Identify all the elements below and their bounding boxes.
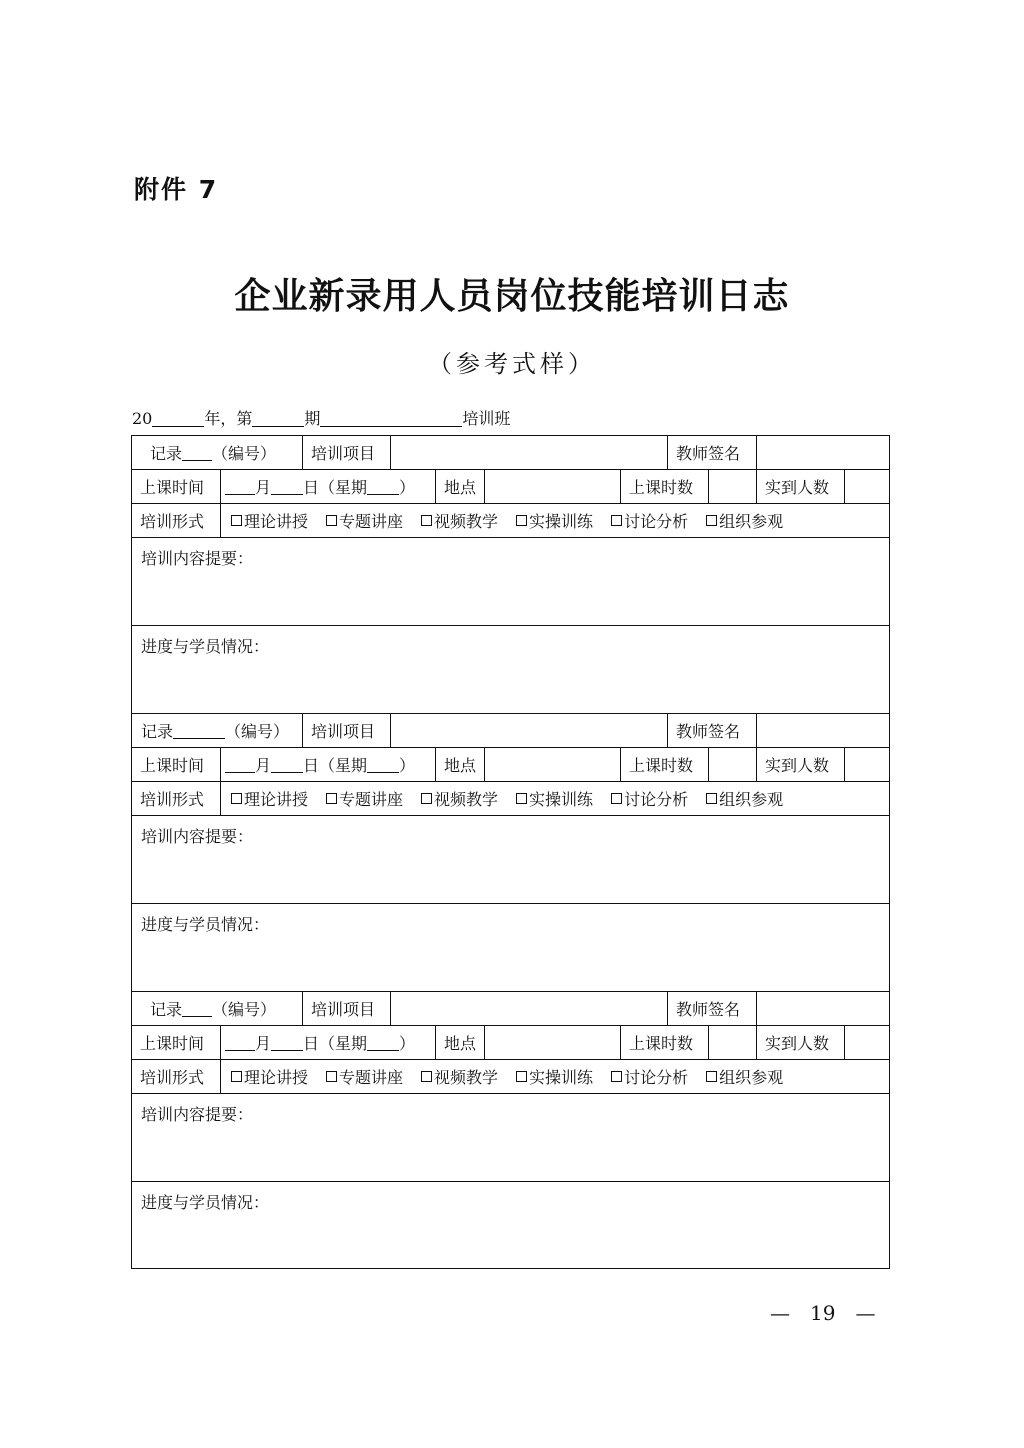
class-time-row-2 [132,748,889,782]
day-label: 日（星期 [303,478,368,497]
format-option-label: 理论讲授 [244,1068,309,1087]
day-label: 日（星期 [303,756,368,775]
format-option-label: 实操训练 [529,1068,594,1087]
format-option[interactable] [516,787,593,810]
attendance-label: 实到人数 [765,756,830,775]
content-summary-label: 培训内容提要： [141,827,254,846]
class-label: 培训班 [462,409,511,428]
format-option[interactable] [706,509,783,532]
fill-blank[interactable] [182,444,212,461]
training-format-label: 培训形式 [140,1068,205,1087]
format-option-label: 讨论分析 [624,1068,689,1087]
progress-area-1[interactable] [132,626,889,714]
checkbox-icon[interactable] [326,515,337,526]
content-summary-label: 培训内容提要： [141,549,254,568]
progress-area-3[interactable] [132,1182,889,1270]
number-label: （编号） [225,722,290,741]
format-option-label: 专题讲座 [339,790,404,809]
training-format-label: 培训形式 [140,790,205,809]
month-label: 月 [255,756,272,775]
location-field[interactable] [484,470,620,503]
fill-blank[interactable] [182,1000,212,1017]
format-option-label: 讨论分析 [624,512,689,531]
project-field[interactable] [390,992,667,1025]
progress-label: 进度与学员情况： [141,637,270,656]
training-format-row-1 [132,504,889,538]
training-format-row-3 [132,1060,889,1094]
class-time-label: 上课时间 [140,756,205,775]
project-field[interactable] [390,714,667,747]
month-label: 月 [255,478,272,497]
format-option[interactable] [326,787,403,810]
content-summary-area-2[interactable] [132,816,889,904]
training-format-label: 培训形式 [140,512,205,531]
teacher-signature-field[interactable] [756,436,889,469]
document-subtitle: （参考式样） [428,350,596,378]
teacher-signature-field[interactable] [756,992,889,1025]
training-format-row-2 [132,782,889,816]
location-field[interactable] [484,1026,620,1059]
fill-blank[interactable] [367,478,399,495]
format-option[interactable] [421,787,498,810]
progress-label: 进度与学员情况： [141,1193,270,1212]
period-label: 期 [304,409,321,428]
format-option-label: 视频教学 [434,512,499,531]
location-label: 地点 [444,1034,477,1053]
format-option-label: 组织参观 [719,512,784,531]
class-line [132,406,510,429]
teacher-signature-label: 教师签名 [676,444,741,463]
format-option[interactable] [611,1065,688,1088]
fill-blank[interactable] [271,478,303,495]
teacher-signature-label: 教师签名 [676,722,741,741]
content-summary-label: 培训内容提要： [141,1105,254,1124]
checkbox-icon[interactable] [611,1071,622,1082]
checkbox-icon[interactable] [326,793,337,804]
format-option[interactable] [231,1065,308,1088]
teacher-signature-field[interactable] [756,714,889,747]
attachment-label: 附件 7 [134,175,219,204]
fill-blank[interactable] [271,1034,303,1051]
checkbox-icon[interactable] [706,793,717,804]
number-label: （编号） [212,444,277,463]
close-paren: ） [399,756,416,775]
project-field[interactable] [390,436,667,469]
checkbox-icon[interactable] [421,793,432,804]
format-option-label: 组织参观 [719,1068,784,1087]
class-time-row-3 [132,1026,889,1060]
location-field[interactable] [484,748,620,781]
format-option-label: 视频教学 [434,790,499,809]
teacher-signature-label: 教师签名 [676,1000,741,1019]
class-time-label: 上课时间 [140,478,205,497]
format-option-label: 组织参观 [719,790,784,809]
format-option[interactable] [611,787,688,810]
format-option-label: 实操训练 [529,790,594,809]
content-summary-area-1[interactable] [132,538,889,626]
class-hours-field[interactable] [708,470,756,503]
checkbox-icon[interactable] [421,1071,432,1082]
format-option[interactable] [516,1065,593,1088]
class-hours-field[interactable] [708,748,756,781]
fill-blank[interactable] [367,1034,399,1051]
checkbox-icon[interactable] [231,1071,242,1082]
record-label: 记录 [150,444,183,463]
format-option[interactable] [421,509,498,532]
project-label: 培训项目 [311,444,376,463]
fill-blank[interactable] [225,478,255,495]
project-label: 培训项目 [311,1000,376,1019]
training-log-form [131,435,890,1269]
record-header-row-2 [132,714,889,748]
year-prefix: 20 [132,409,153,428]
fill-blank[interactable] [225,1034,255,1051]
checkbox-icon[interactable] [516,793,527,804]
day-label: 日（星期 [303,1034,368,1053]
number-label: （编号） [212,1000,277,1019]
format-option-label: 专题讲座 [339,512,404,531]
close-paren: ） [399,478,416,497]
class-time-label: 上课时间 [140,1034,205,1053]
class-hours-label: 上课时数 [629,756,694,775]
period-blank[interactable] [252,410,304,427]
format-option-label: 视频教学 [434,1068,499,1087]
fill-blank[interactable] [367,756,399,773]
format-option-label: 实操训练 [529,512,594,531]
document-title: 企业新录用人员岗位技能培训日志 [234,275,790,317]
format-option[interactable] [231,787,308,810]
format-option[interactable] [231,509,308,532]
year-label: 年，第 [204,409,253,428]
format-option-label: 理论讲授 [244,790,309,809]
project-label: 培训项目 [311,722,376,741]
progress-area-2[interactable] [132,904,889,992]
fill-blank[interactable] [271,756,303,773]
class-time-row-1 [132,470,889,504]
format-option[interactable] [326,1065,403,1088]
format-option-label: 讨论分析 [624,790,689,809]
record-header-row-1 [132,436,889,470]
record-label: 记录 [150,1000,183,1019]
attendance-label: 实到人数 [765,1034,830,1053]
record-header-row-3 [132,992,889,1026]
format-option[interactable] [421,1065,498,1088]
content-summary-area-3[interactable] [132,1094,889,1182]
fill-blank[interactable] [225,756,255,773]
class-hours-field[interactable] [708,1026,756,1059]
location-label: 地点 [444,756,477,775]
format-option[interactable] [706,1065,783,1088]
checkbox-icon[interactable] [231,515,242,526]
format-option[interactable] [516,509,593,532]
class-hours-label: 上课时数 [629,478,694,497]
format-option[interactable] [611,509,688,532]
format-option-label: 理论讲授 [244,512,309,531]
month-label: 月 [255,1034,272,1053]
class-hours-label: 上课时数 [629,1034,694,1053]
format-option[interactable] [326,509,403,532]
attendance-field[interactable] [844,470,889,503]
close-paren: ） [399,1034,416,1053]
checkbox-icon[interactable] [611,793,622,804]
checkbox-icon[interactable] [516,1071,527,1082]
attendance-field[interactable] [844,1026,889,1059]
record-label: 记录 [141,722,174,741]
format-option[interactable] [706,787,783,810]
progress-label: 进度与学员情况： [141,915,270,934]
page-number: — 19 — [770,1301,876,1325]
format-option-label: 专题讲座 [339,1068,404,1087]
class-blank[interactable] [320,410,462,427]
checkbox-icon[interactable] [611,515,622,526]
checkbox-icon[interactable] [706,1071,717,1082]
fill-blank[interactable] [173,722,225,739]
checkbox-icon[interactable] [231,793,242,804]
checkbox-icon[interactable] [516,515,527,526]
location-label: 地点 [444,478,477,497]
year-blank[interactable] [152,410,204,427]
checkbox-icon[interactable] [326,1071,337,1082]
attendance-label: 实到人数 [765,478,830,497]
checkbox-icon[interactable] [421,515,432,526]
checkbox-icon[interactable] [706,515,717,526]
attendance-field[interactable] [844,748,889,781]
